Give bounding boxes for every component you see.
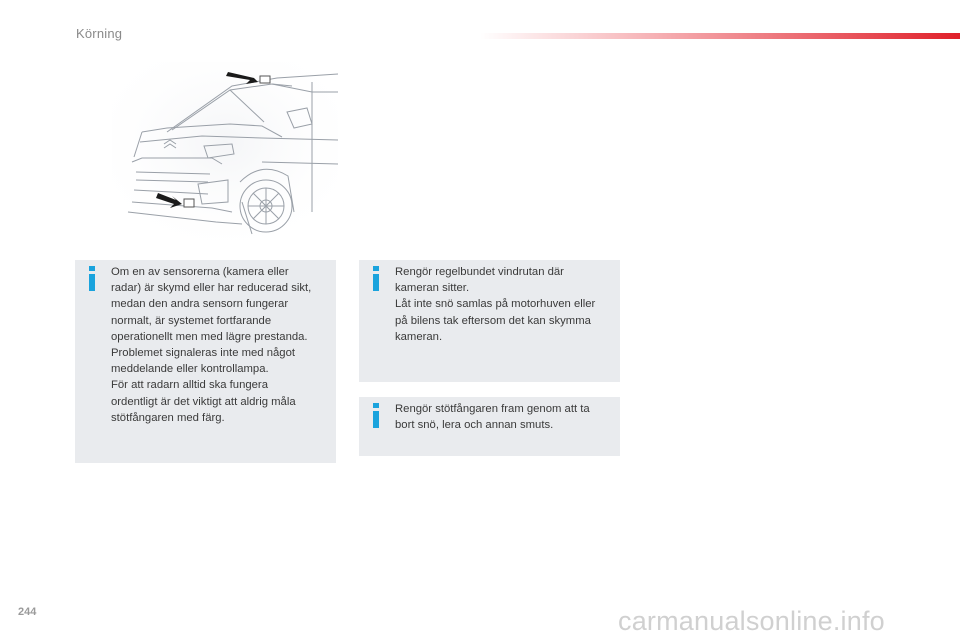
info-box-clean-windshield: [359, 260, 620, 382]
section-title: Körning: [76, 26, 123, 41]
info-text: Rengör regelbundet vindrutan där kameran sitter. Låt inte snö samlas på motorhuven eller på bilens tak eftersom det kan skymma kameran.: [395, 266, 596, 343]
watermark: carmanualsonline.info: [618, 606, 885, 636]
car-front-camera-radar-icon: [112, 62, 338, 242]
page-number: 244: [18, 606, 37, 618]
info-text: Rengör stötfångaren fram genom att ta bort snö, lera och annan smuts.: [395, 403, 590, 432]
info-box-clean-bumper: [359, 397, 620, 456]
info-box-sensor-blocked: [75, 260, 336, 463]
info-icon: [372, 266, 380, 292]
header-accent-bar: [480, 33, 960, 39]
info-icon: [372, 403, 380, 429]
info-text: Om en av sensorerna (kamera eller radar) är skymd eller har reducerad sikt, medan den andra sensorn fungerar normalt, är systemet fortfarande operationellt men med lägre prestanda. Problemet signaleras inte med något meddelande eller kontrollampa. För att radarn alltid ska fungera ordentligt är det viktigt att aldrig måla stötfångaren med färg.: [111, 266, 312, 424]
info-icon: [88, 266, 96, 292]
